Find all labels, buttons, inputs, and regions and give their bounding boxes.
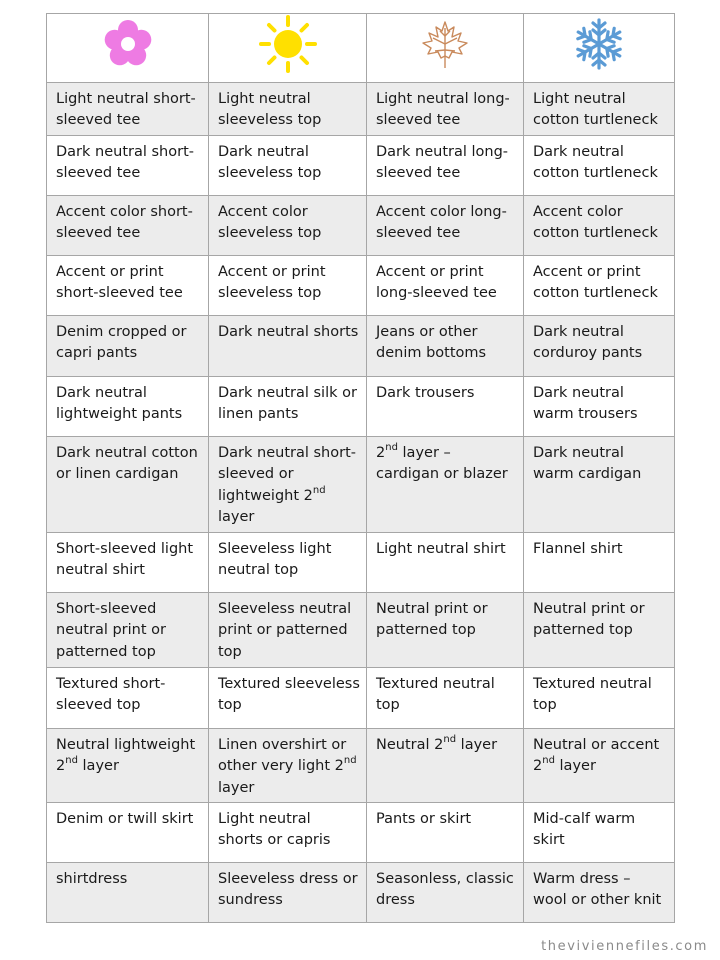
season-icons-row	[47, 14, 675, 83]
summer-item-cell: Dark neutral silk or linen pants	[209, 376, 367, 436]
autumn-item-cell: Dark neutral long-sleeved tee	[367, 135, 524, 195]
winter-item-cell: Flannel shirt	[524, 532, 675, 592]
winter-item-cell: Dark neutral warm cardigan	[524, 436, 675, 532]
spring-item-cell: Denim or twill skirt	[47, 802, 209, 862]
summer-header-cell	[209, 14, 367, 83]
winter-item-cell: Dark neutral cotton turtleneck	[524, 135, 675, 195]
summer-item-cell: Light neutral shorts or capris	[209, 802, 367, 862]
autumn-item-cell: Neutral print or patterned top	[367, 592, 524, 667]
summer-item-cell: Light neutral sleeveless top	[209, 82, 367, 135]
winter-item-cell: Dark neutral corduroy pants	[524, 315, 675, 376]
table-row	[47, 862, 675, 922]
flower-icon	[100, 16, 156, 72]
autumn-header-cell	[367, 14, 524, 83]
spring-item-cell: Denim cropped or capri pants	[47, 315, 209, 376]
autumn-item-cell: Accent color long-sleeved tee	[367, 195, 524, 255]
table-row	[47, 376, 675, 436]
summer-item-cell: Textured sleeveless top	[209, 667, 367, 728]
table-row	[47, 135, 675, 195]
winter-item-cell: Mid-calf warm skirt	[524, 802, 675, 862]
table-row	[47, 315, 675, 376]
table-row	[47, 667, 675, 728]
summer-item-cell: Accent or print sleeveless top	[209, 255, 367, 315]
autumn-item-cell: Accent or print long-sleeved tee	[367, 255, 524, 315]
table-row	[47, 802, 675, 862]
winter-header-cell	[524, 14, 675, 83]
winter-item-cell: Neutral print or patterned top	[524, 592, 675, 667]
table-row	[47, 532, 675, 592]
summer-item-cell: Dark neutral sleeveless top	[209, 135, 367, 195]
spring-item-cell: shirtdress	[47, 862, 209, 922]
summer-item-cell: Dark neutral shorts	[209, 315, 367, 376]
spring-item-cell: Dark neutral cotton or linen cardigan	[47, 436, 209, 532]
spring-item-cell: Short-sleeved light neutral shirt	[47, 532, 209, 592]
autumn-item-cell: Seasonless, classic dress	[367, 862, 524, 922]
table-row	[47, 255, 675, 315]
spring-item-cell: Accent color short-sleeved tee	[47, 195, 209, 255]
autumn-item-cell: Pants or skirt	[367, 802, 524, 862]
autumn-item-cell: Light neutral shirt	[367, 532, 524, 592]
site-watermark: theviviennefiles.com	[541, 939, 708, 954]
winter-item-cell: Warm dress – wool or other knit	[524, 862, 675, 922]
autumn-item-cell: Light neutral long-sleeved tee	[367, 82, 524, 135]
autumn-item-cell: Textured neutral top	[367, 667, 524, 728]
autumn-item-cell: 2nd layer – cardigan or blazer	[367, 436, 524, 532]
seasonal-wardrobe-table	[46, 13, 675, 923]
winter-item-cell: Accent color cotton turtleneck	[524, 195, 675, 255]
spring-item-cell: Dark neutral short-sleeved tee	[47, 135, 209, 195]
spring-item-cell: Textured short-sleeved top	[47, 667, 209, 728]
autumn-item-cell: Jeans or other denim bottoms	[367, 315, 524, 376]
winter-item-cell: Textured neutral top	[524, 667, 675, 728]
table-row	[47, 592, 675, 667]
spring-item-cell: Light neutral short-sleeved tee	[47, 82, 209, 135]
sun-icon	[258, 14, 318, 74]
table-row	[47, 728, 675, 802]
summer-item-cell: Dark neutral short-sleeved or lightweight 2nd layer	[209, 436, 367, 532]
spring-item-cell: Neutral lightweight 2nd layer	[47, 728, 209, 802]
summer-item-cell: Sleeveless light neutral top	[209, 532, 367, 592]
spring-header-cell	[47, 14, 209, 83]
spring-item-cell: Dark neutral lightweight pants	[47, 376, 209, 436]
winter-item-cell: Dark neutral warm trousers	[524, 376, 675, 436]
spring-item-cell: Short-sleeved neutral print or patterned top	[47, 592, 209, 667]
autumn-item-cell: Neutral 2nd layer	[367, 728, 524, 802]
winter-item-cell: Accent or print cotton turtleneck	[524, 255, 675, 315]
autumn-item-cell: Dark trousers	[367, 376, 524, 436]
table-row	[47, 82, 675, 135]
winter-item-cell: Neutral or accent 2nd layer	[524, 728, 675, 802]
summer-item-cell: Sleeveless dress or sundress	[209, 862, 367, 922]
summer-item-cell: Linen overshirt or other very light 2nd layer	[209, 728, 367, 802]
maple-leaf-icon	[417, 16, 473, 72]
winter-item-cell: Light neutral cotton turtleneck	[524, 82, 675, 135]
summer-item-cell: Accent color sleeveless top	[209, 195, 367, 255]
spring-item-cell: Accent or print short-sleeved tee	[47, 255, 209, 315]
summer-item-cell: Sleeveless neutral print or patterned top	[209, 592, 367, 667]
table-row	[47, 195, 675, 255]
snowflake-icon	[571, 16, 627, 72]
table-row	[47, 436, 675, 532]
